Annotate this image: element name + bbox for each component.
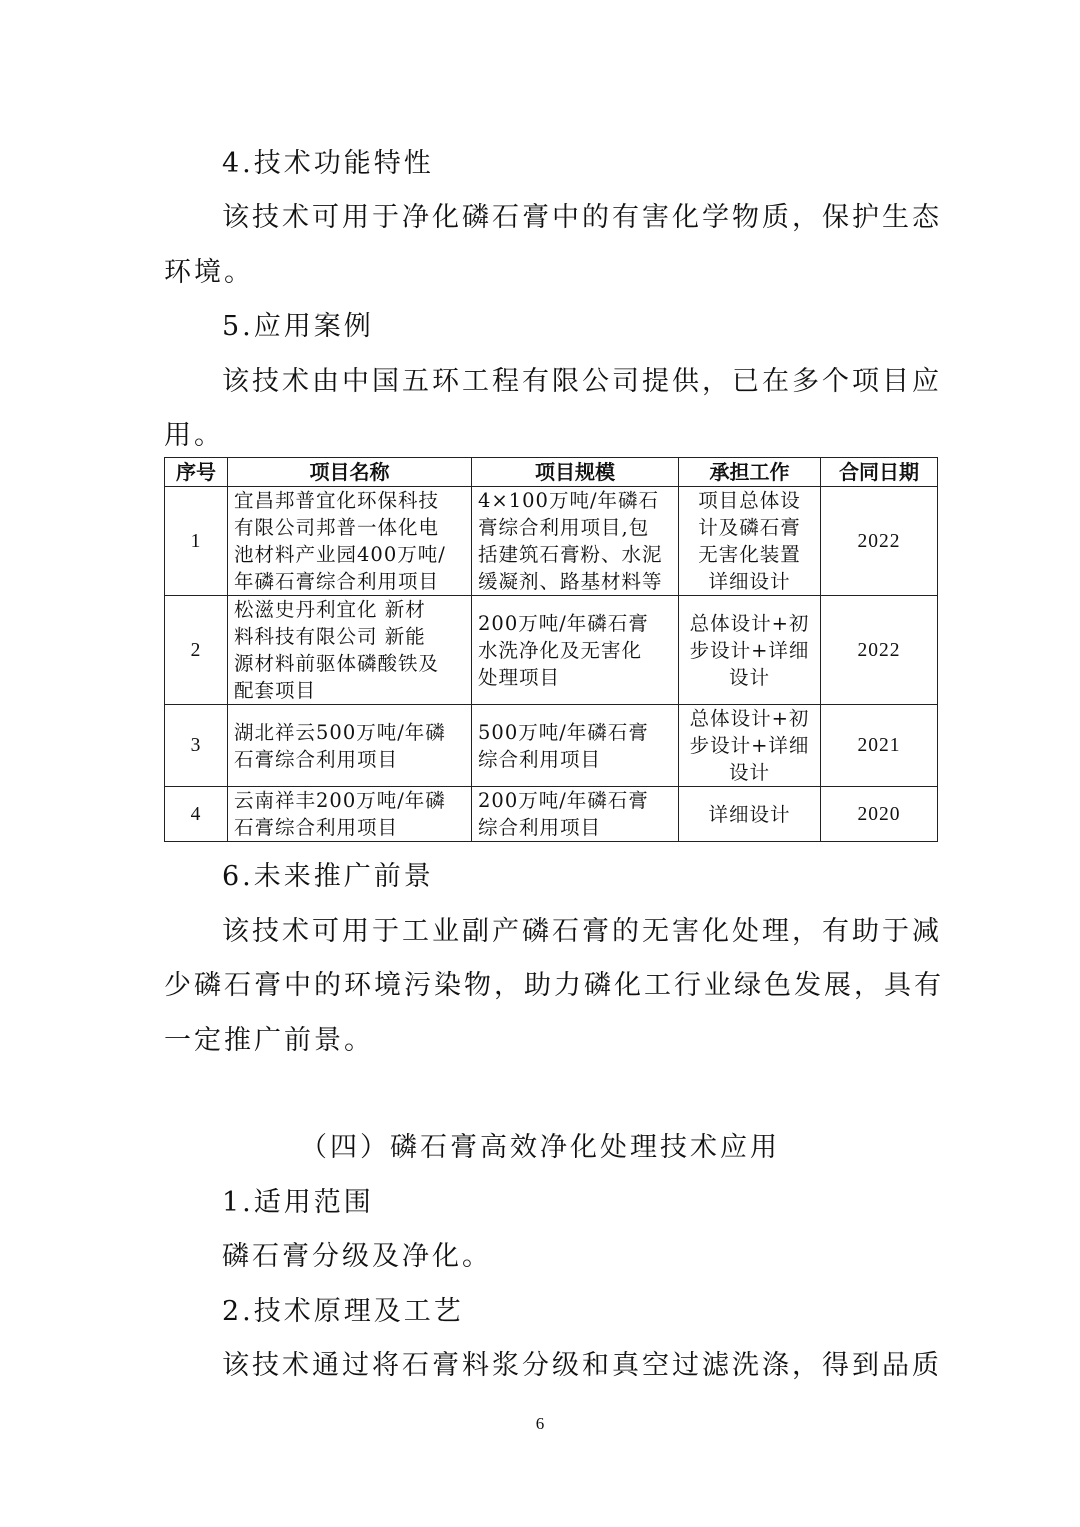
cell-line: 详细设计 bbox=[708, 802, 791, 826]
contract-date: 2021 bbox=[821, 705, 938, 787]
project-name bbox=[228, 487, 472, 596]
header-number: 序号 bbox=[165, 458, 228, 487]
section-5-paragraph-line: 该技术由中国五环工程有限公司提供，已在多个项目应 bbox=[222, 366, 942, 397]
header-contract-date: 合同日期 bbox=[821, 458, 938, 487]
page-number: 6 bbox=[535, 1414, 545, 1433]
contract-date: 2022 bbox=[821, 596, 938, 705]
undertaken-work bbox=[679, 596, 821, 705]
section-4-heading: 4.技术功能特性 bbox=[222, 148, 434, 179]
subsection-2-heading: 2.技术原理及工艺 bbox=[222, 1296, 464, 1327]
cell-line: 宜昌邦普宜化环保科技 bbox=[234, 489, 440, 512]
cell-line: 步设计+详细 bbox=[689, 638, 810, 662]
table-header-row bbox=[165, 458, 938, 487]
cell-line: 石膏综合利用项目 bbox=[234, 747, 399, 771]
cell-line: 500万吨/年磷石膏 bbox=[478, 720, 649, 744]
cell-line: 设计 bbox=[728, 665, 770, 689]
subsection-1-paragraph: 磷石膏分级及净化。 bbox=[222, 1241, 492, 1272]
header-undertaken-work: 承担工作 bbox=[679, 458, 821, 487]
project-scale bbox=[472, 705, 679, 787]
cell-line: 综合利用项目 bbox=[478, 747, 602, 771]
project-name bbox=[228, 787, 472, 842]
cell-line: 水洗净化及无害化 bbox=[478, 638, 643, 662]
row-number: 2 bbox=[165, 596, 228, 705]
project-name bbox=[228, 705, 472, 787]
table-row bbox=[165, 596, 938, 705]
table-row bbox=[165, 787, 938, 842]
cell-line: 缓凝剂、路基材料等 bbox=[478, 570, 663, 593]
contract-date: 2022 bbox=[821, 487, 938, 596]
header-project-name: 项目名称 bbox=[228, 458, 472, 487]
project-scale bbox=[472, 487, 679, 596]
undertaken-work bbox=[679, 787, 821, 842]
cell-line: 松滋史丹利宜化 新材 bbox=[234, 598, 426, 621]
table-row bbox=[165, 487, 938, 596]
cell-line: 详细设计 bbox=[708, 570, 791, 593]
cell-line: 湖北祥云500万吨/年磷 bbox=[234, 720, 446, 744]
cell-line: 200万吨/年磷石膏 bbox=[478, 611, 649, 635]
cell-line: 膏综合利用项目,包 bbox=[478, 516, 650, 539]
section-4-paragraph-line: 环境。 bbox=[164, 257, 254, 288]
section-6-paragraph-line: 少磷石膏中的环境污染物，助力磷化工行业绿色发展，具有 bbox=[164, 970, 944, 1001]
row-number: 4 bbox=[165, 787, 228, 842]
cell-line: 综合利用项目 bbox=[478, 816, 602, 839]
undertaken-work bbox=[679, 487, 821, 596]
cell-line: 池材料产业园400万吨/ bbox=[234, 543, 446, 566]
project-scale bbox=[472, 596, 679, 705]
cell-line: 总体设计+初 bbox=[689, 611, 810, 635]
cell-line: 总体设计+初 bbox=[689, 707, 810, 730]
subsection-1-heading: 1.适用范围 bbox=[222, 1187, 374, 1218]
row-number: 1 bbox=[165, 487, 228, 596]
cell-line: 料科技有限公司 新能 bbox=[234, 625, 426, 648]
section-6-paragraph-line: 该技术可用于工业副产磷石膏的无害化处理，有助于减 bbox=[222, 916, 942, 947]
row-number: 3 bbox=[165, 705, 228, 787]
project-name bbox=[228, 596, 472, 705]
cell-line: 项目总体设 bbox=[698, 489, 801, 512]
cell-line: 年磷石膏综合利用项目 bbox=[234, 570, 440, 593]
cell-line: 设计 bbox=[728, 761, 770, 784]
part-4-title: （四）磷石膏高效净化处理技术应用 bbox=[300, 1132, 780, 1163]
cell-line: 云南祥丰200万吨/年磷 bbox=[234, 789, 446, 812]
cell-line: 计及磷石膏 bbox=[698, 516, 801, 539]
cell-line: 括建筑石膏粉、水泥 bbox=[478, 543, 663, 566]
cell-line: 有限公司邦普一体化电 bbox=[234, 516, 440, 539]
cell-line: 200万吨/年磷石膏 bbox=[478, 789, 649, 812]
section-5-paragraph-line: 用。 bbox=[164, 420, 224, 451]
cell-line: 石膏综合利用项目 bbox=[234, 816, 399, 839]
subsection-2-paragraph-line: 该技术通过将石膏料浆分级和真空过滤洗涤，得到品质 bbox=[222, 1350, 942, 1381]
cell-line: 4×100万吨/年磷石 bbox=[478, 489, 660, 512]
application-cases-table bbox=[164, 457, 938, 842]
project-scale bbox=[472, 787, 679, 842]
cell-line: 源材料前驱体磷酸铁及 bbox=[234, 652, 440, 675]
section-5-heading: 5.应用案例 bbox=[222, 311, 374, 342]
cell-line: 无害化装置 bbox=[698, 543, 801, 566]
header-project-scale: 项目规模 bbox=[472, 458, 679, 487]
cell-line: 配套项目 bbox=[234, 679, 317, 702]
section-4-paragraph-line: 该技术可用于净化磷石膏中的有害化学物质，保护生态 bbox=[222, 202, 942, 233]
cell-line: 处理项目 bbox=[478, 665, 561, 689]
section-6-heading: 6.未来推广前景 bbox=[222, 861, 434, 892]
undertaken-work bbox=[679, 705, 821, 787]
cell-line: 步设计+详细 bbox=[689, 734, 810, 757]
section-6-paragraph-line: 一定推广前景。 bbox=[164, 1025, 374, 1056]
table-row bbox=[165, 705, 938, 787]
contract-date: 2020 bbox=[821, 787, 938, 842]
